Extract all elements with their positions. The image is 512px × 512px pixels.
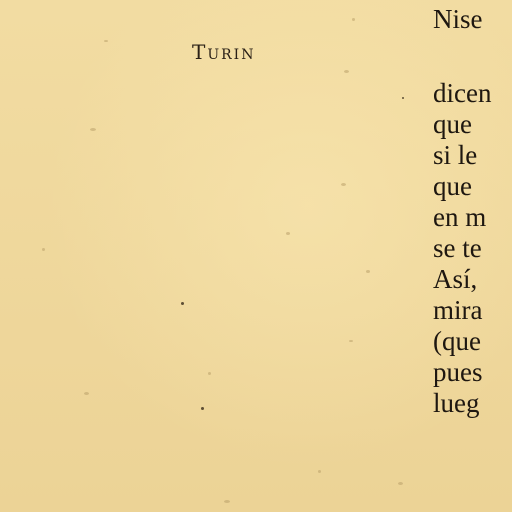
text-line: se te bbox=[433, 233, 482, 263]
text-line: si le bbox=[433, 140, 478, 170]
text-line: que bbox=[433, 171, 472, 201]
paper-speck bbox=[201, 407, 204, 410]
paper-speck bbox=[349, 340, 353, 342]
paper-speck bbox=[366, 270, 370, 273]
text-line: (que bbox=[433, 326, 481, 356]
text-line: pues bbox=[433, 357, 483, 387]
text-line: lueg bbox=[433, 388, 480, 418]
paper-speck bbox=[181, 302, 184, 305]
text-line: que bbox=[433, 109, 472, 139]
paper-speck bbox=[318, 470, 321, 473]
paper-speck bbox=[398, 482, 403, 485]
paper-speck bbox=[208, 372, 211, 375]
text-line: dicen bbox=[433, 78, 492, 108]
paper-speck bbox=[42, 248, 45, 251]
paper-speck bbox=[224, 500, 230, 503]
paper-speck bbox=[402, 97, 404, 99]
paper-speck bbox=[104, 40, 108, 42]
body-text-column bbox=[433, 4, 512, 419]
paper-speck bbox=[84, 392, 89, 395]
paragraph-gap bbox=[433, 35, 512, 78]
running-head: Turin bbox=[192, 40, 256, 64]
text-line: en m bbox=[433, 202, 487, 232]
text-line: Así, bbox=[433, 264, 478, 294]
paper-speck bbox=[90, 128, 96, 131]
paper-speck bbox=[344, 70, 349, 73]
text-line: Nise bbox=[433, 4, 483, 34]
paper-speck bbox=[341, 183, 346, 186]
paper-speck bbox=[352, 18, 355, 21]
text-line: mira bbox=[433, 295, 483, 325]
paper-speck bbox=[286, 232, 290, 235]
